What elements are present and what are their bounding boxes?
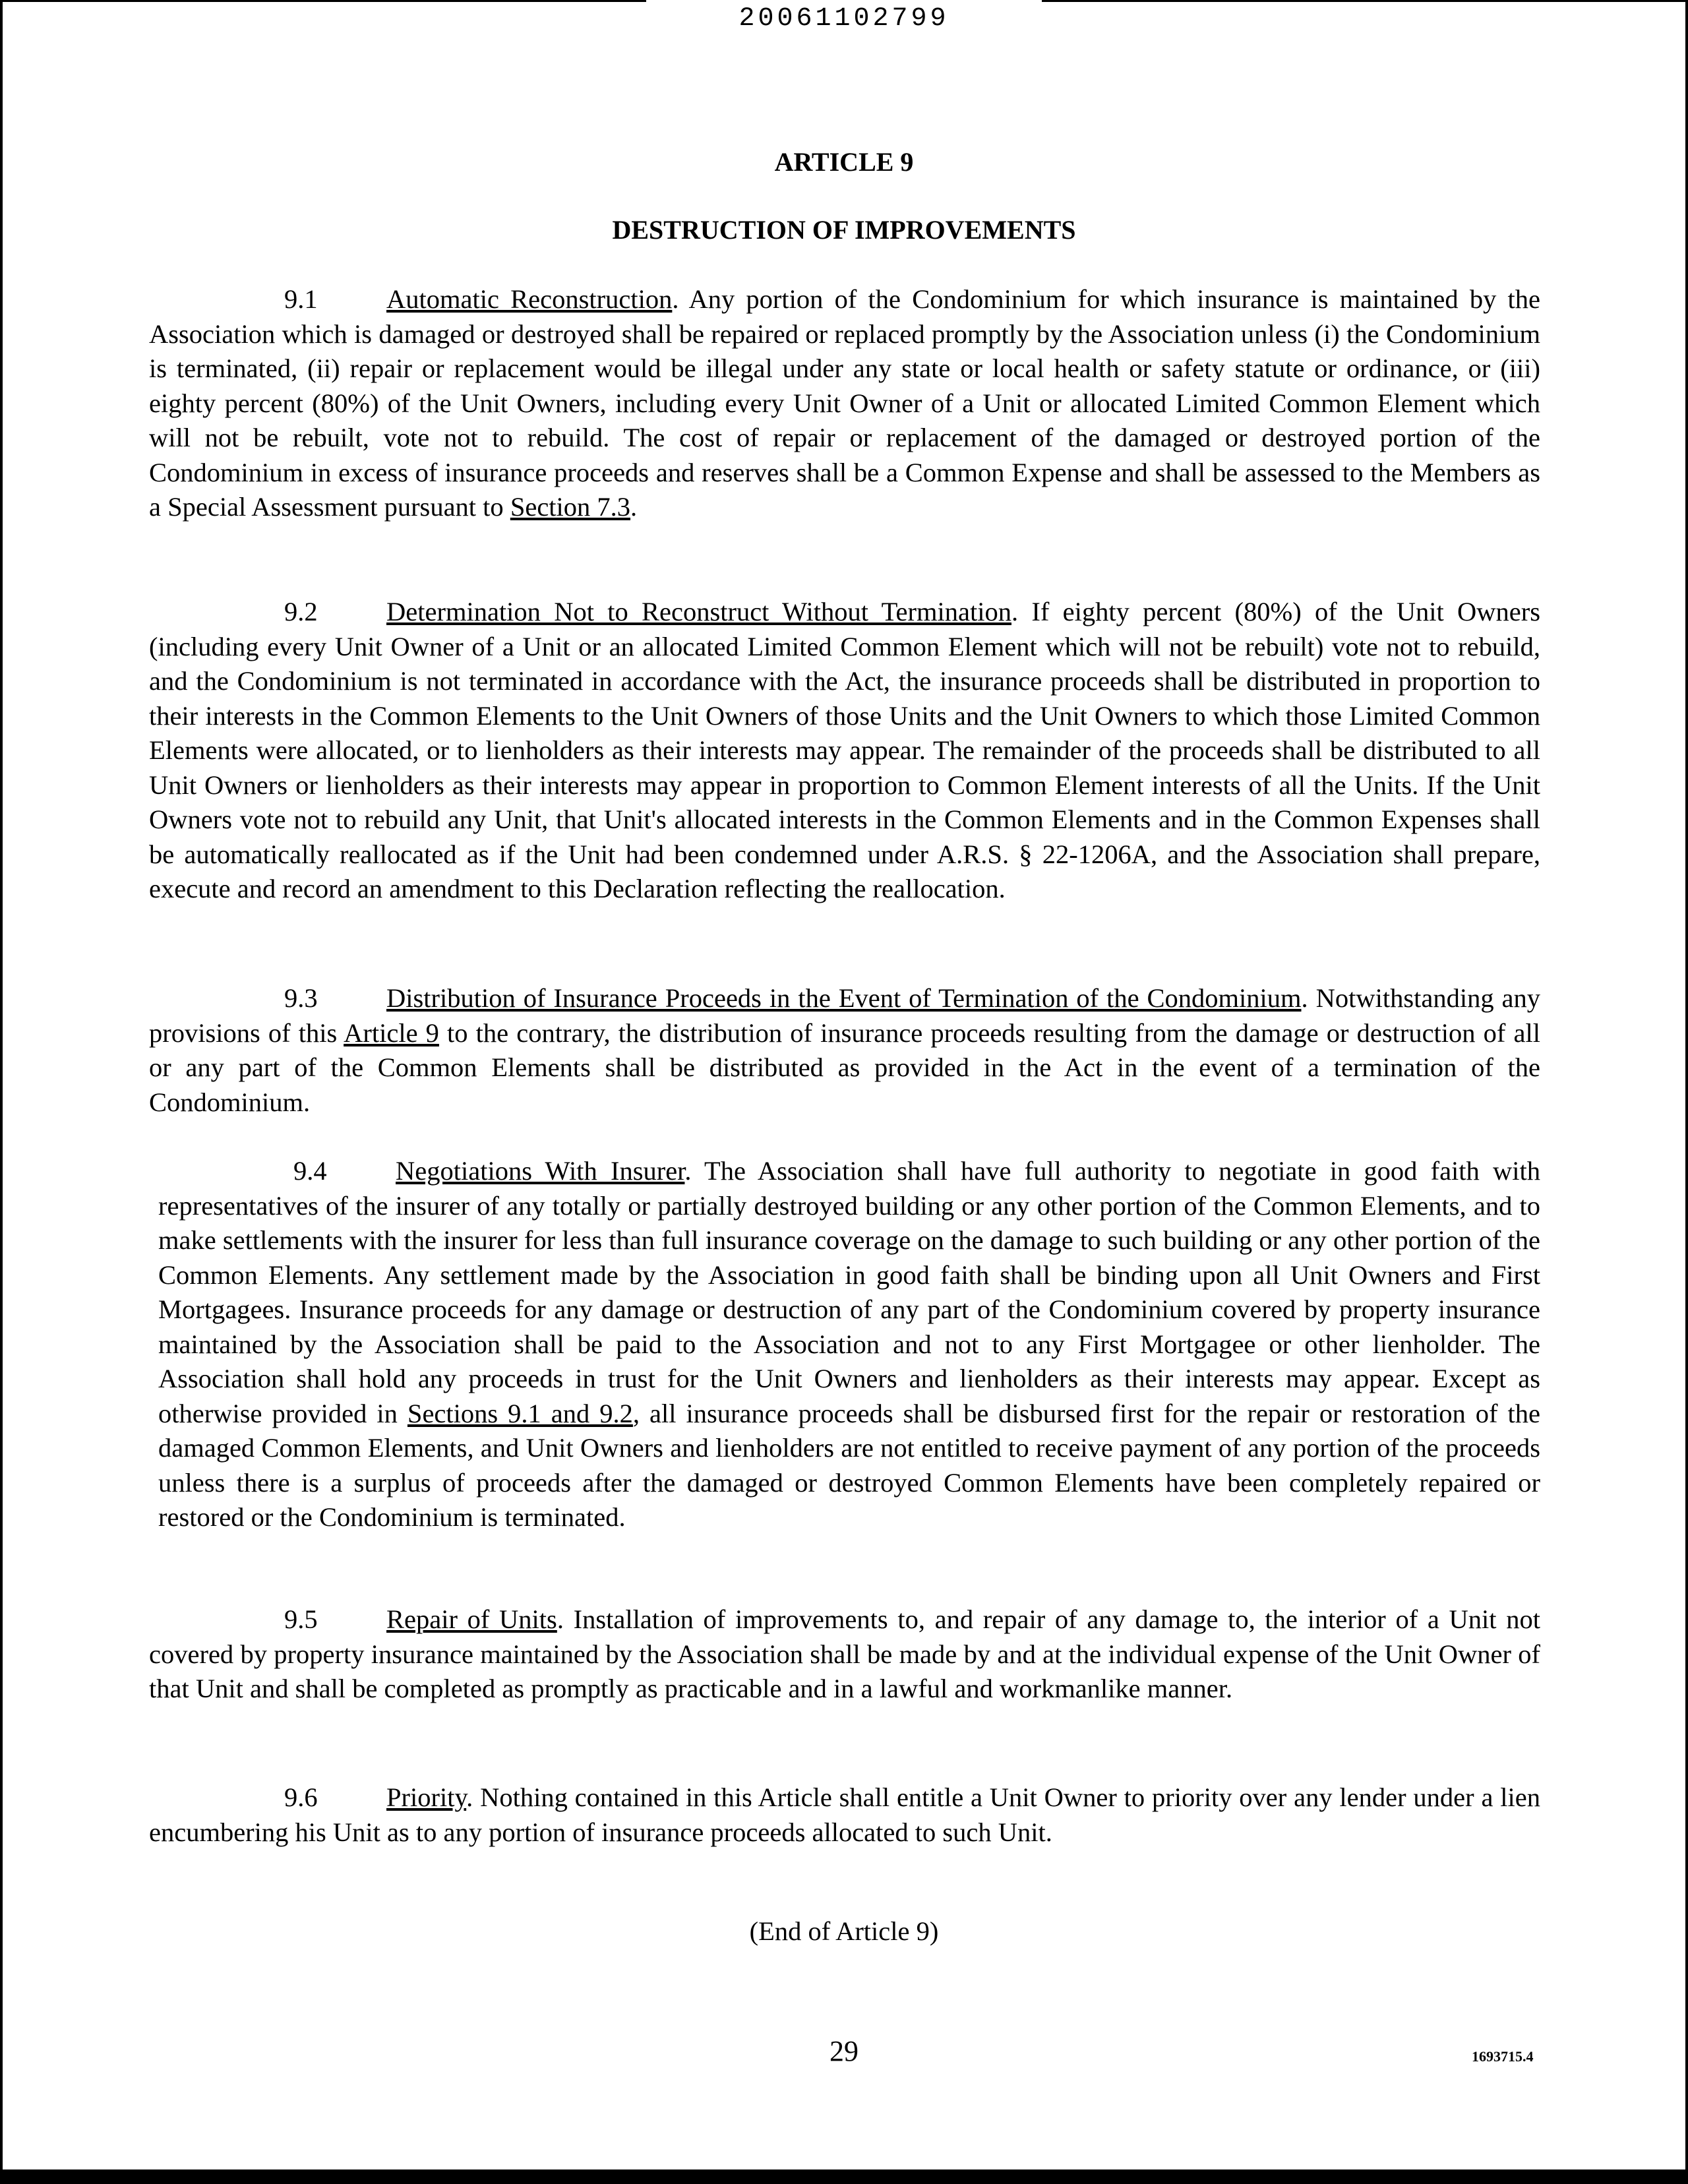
section-text-continued: , all insurance proceeds shall be disbursed first for the repair or restoration of the damaged Common Elements, and Unit Owners and lienholders are not entitled to receive payment of any portion of the proceeds unless there is a surplus of proceeds after the damaged or destroyed Common Elements have been completely repaired or restored or the Condominium is terminated. (158, 1398, 1541, 1532)
article-heading: ARTICLE 9 (774, 147, 914, 177)
section-text: . Nothing contained in this Article shall entitle a Unit Owner to priority over any lender under a lien encumbering his Unit as to any portion of insurance proceeds allocated to such Unit. (149, 1782, 1540, 1847)
section-heading: Negotiations With Insurer (396, 1156, 685, 1186)
section-text: . Any portion of the Condominium for which insurance is maintained by the Association which is damaged or destroyed shall be repaired or replaced promptly by the Association unless (i) the Condominium is terminated, (ii) repair or replacement would be illegal under any state or local health or safety statute or ordinance, or (iii) eighty percent (80%) of the Unit Owners, including every Unit Owner of a Unit or allocated Limited Common Element which will not be rebuilt, vote not to rebuild. The cost of repair or replacement of the damaged or destroyed portion of the Condominium in excess of insurance proceeds and reserves shall be a Common Expense and shall be assessed to the Members as a Special Assessment pursuant to (149, 284, 1540, 522)
section-text-end: . (630, 492, 638, 522)
section-heading: Automatic Reconstruction (386, 284, 673, 314)
section-text: . The Association shall have full authority to negotiate in good faith with representatives of the insurer of any totally or partially destroyed building or any other portion of the Common Elements, and to make settlements with the insurer for less than full insurance coverage on the damage to such building or any other portion of the Common Elements. Any settlement made by the Association in good faith shall be binding upon all Unit Owners and First Mortgagees. Insurance proceeds for any damage or destruction of any part of the Condominium covered by property insurance maintained by the Association shall be paid to the Association and not to any First Mortgagee or other lienholder. The Association shall hold any proceeds in trust for the Unit Owners and lienholders as their interests may appear. Except as otherwise provided in (158, 1156, 1540, 1428)
scan-left-edge (0, 0, 3, 2169)
section-9-1 (149, 282, 1540, 525)
section-reference: Section 7.3 (510, 492, 631, 522)
section-number: 9.1 (284, 284, 318, 314)
section-text: . Notwithstanding any provisions of this (149, 983, 1540, 1048)
recording-number: 20061102799 (738, 4, 950, 34)
section-9-6 (149, 1780, 1540, 1850)
scan-right-edge (1685, 0, 1688, 2169)
section-text-continued: to the contrary, the distribution of insurance proceeds resulting from the damage or destruction of all or any part of the Common Elements shall be distributed as provided in the Act in the event of a termination of the Condominium. (149, 1017, 1540, 1117)
section-heading: Distribution of Insurance Proceeds in the Event of Termination of the Condominium (386, 983, 1302, 1013)
section-text: . If eighty percent (80%) of the Unit Owners (including every Unit Owner of a Unit or an allocated Limited Common Element which will not be rebuilt) vote not to rebuild, and the Condominium is not terminated in accordance with the Act, the insurance proceeds shall be distributed in proportion to their interests in the Common Elements to the Unit Owners of those Units and the Unit Owners to which those Limited Common Elements were allocated, or to lienholders as their interests may appear. The remainder of the proceeds shall be distributed to all Unit Owners or lienholders as their interests may appear in proportion to Common Element interests of all the Units. If the Unit Owners vote not to rebuild any Unit, that Unit's allocated interests in the Common Elements and in the Common Expenses shall be automatically reallocated as if the Unit had been condemned under A.R.S. § 22-1206A, and the Association shall prepare, execute and record an amendment to this Declaration reflecting the reallocation. (149, 597, 1540, 903)
document-id: 1693715.4 (1472, 2048, 1534, 2065)
section-heading: Priority (386, 1782, 467, 1812)
page-number: 29 (829, 2035, 859, 2067)
section-reference: Sections 9.1 and 9.2 (407, 1398, 633, 1428)
article-title: DESTRUCTION OF IMPROVEMENTS (612, 215, 1076, 245)
end-of-article-note: (End of Article 9) (749, 1916, 939, 1946)
section-number: 9.2 (284, 597, 318, 626)
section-number: 9.6 (284, 1782, 318, 1812)
section-reference: Article 9 (344, 1017, 439, 1048)
section-9-3 (149, 981, 1540, 1120)
section-9-5 (149, 1602, 1540, 1707)
section-heading: Repair of Units (386, 1604, 557, 1634)
section-9-4 (158, 1154, 1540, 1535)
section-number: 9.4 (293, 1156, 327, 1186)
section-9-2 (149, 595, 1540, 907)
section-text: . Installation of improvements to, and repair of any damage to, the interior of a Unit not covered by property insurance maintained by the Association shall be made by and at the individual expense of the Unit Owner of that Unit and shall be completed as promptly as practicable and in a lawful and workmanlike manner. (149, 1604, 1540, 1703)
scan-top-rule-left (0, 0, 646, 2)
section-heading: Determination Not to Reconstruct Without Termination (386, 597, 1011, 626)
section-number: 9.3 (284, 983, 318, 1013)
section-number: 9.5 (284, 1604, 318, 1634)
scan-bottom-bar (0, 2169, 1688, 2184)
scan-top-rule-right (1042, 0, 1688, 2)
